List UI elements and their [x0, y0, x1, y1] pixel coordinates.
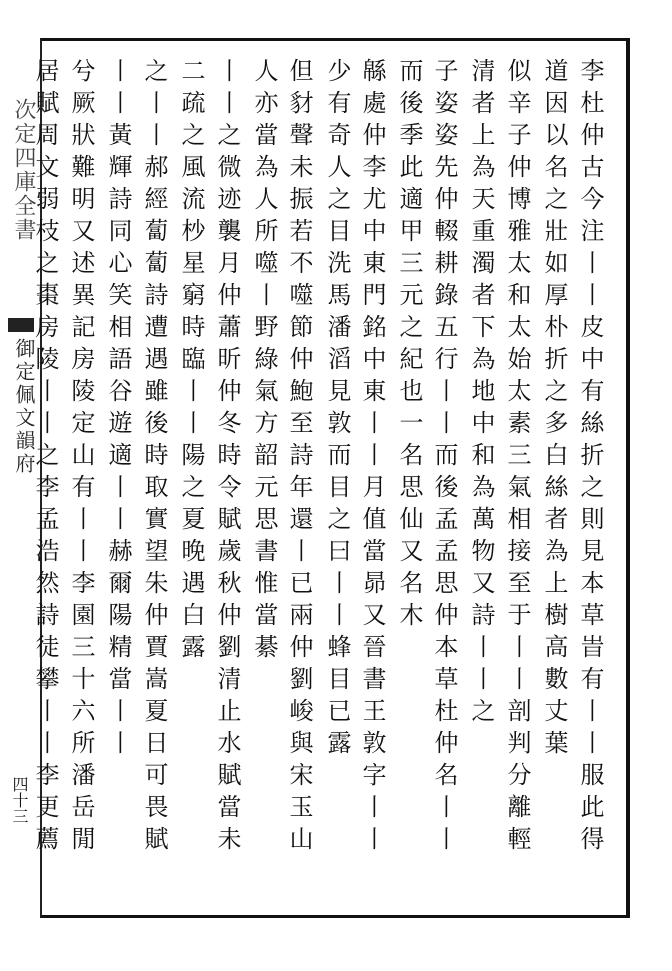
text-column: 似辛子仲博雅太和太始太素三氣相接至于丨丨剖判分離輕 — [503, 58, 531, 858]
text-column: 之丨丨郝經蔔蔔詩遭遇雖後時取實望朱仲賈嵩夏日可畏賦 — [140, 58, 168, 858]
page-number: 四十三 — [10, 776, 29, 824]
margin-top-text: 次定四庫全書 — [11, 98, 36, 242]
text-column: 丨丨黃輝詩同心笑相語谷遊適丨丨赫爾陽精當丨丨 — [104, 58, 132, 762]
text-column: 緜處仲李尤中東門銘中東丨丨月值當昴又晉書王敦字丨丨 — [358, 58, 386, 858]
text-column: 而後季此適甲三元之紀也一名思仙又名木 — [395, 58, 423, 634]
text-column: 清者上為天重濁者下為地中和為萬物又詩丨丨之 — [467, 58, 495, 730]
text-column: 居賦周文弱枝之棗房陵丨丨之李孟浩然詩徒攀丨丨李更薦 — [31, 58, 59, 858]
text-column: 李杜仲古今注丨丨皮中有絲折之則見本草旹有丨丨服此得 — [576, 58, 604, 858]
text-column: 人亦當為人所噬丨野綠氣方韶元思書惟當綦 — [250, 58, 278, 666]
text-column: 兮厥狀難明又述異記房陵定山有丨丨李園三十六所潘岳閒 — [67, 58, 95, 858]
text-column: 少有奇人之目洗馬潘滔見敦而目之曰丨丨蜂目已露 — [323, 58, 351, 762]
text-column: 道因以名之壯如厚朴折之多白絲者為上樹高數丈葉 — [540, 58, 568, 762]
text-column: 二疏之風流杪星窮時臨丨丨陽之夏晚遇白露 — [177, 58, 205, 666]
text-column: 但豺聲未振若不噬節仲鮑至詩年還丨已兩仲劉峻與宋玉山 — [285, 58, 313, 858]
text-column: 子姿姿先仲輟耕錄五行丨丨而後孟孟思仲本草杜仲名丨丨 — [430, 58, 458, 858]
book-title: 御定佩文韻府 — [10, 338, 39, 476]
text-column: 丨丨之微迹襲月仲蕭昕仲冬時令賦歲秋仲劉清止水賦當未 — [213, 58, 241, 858]
